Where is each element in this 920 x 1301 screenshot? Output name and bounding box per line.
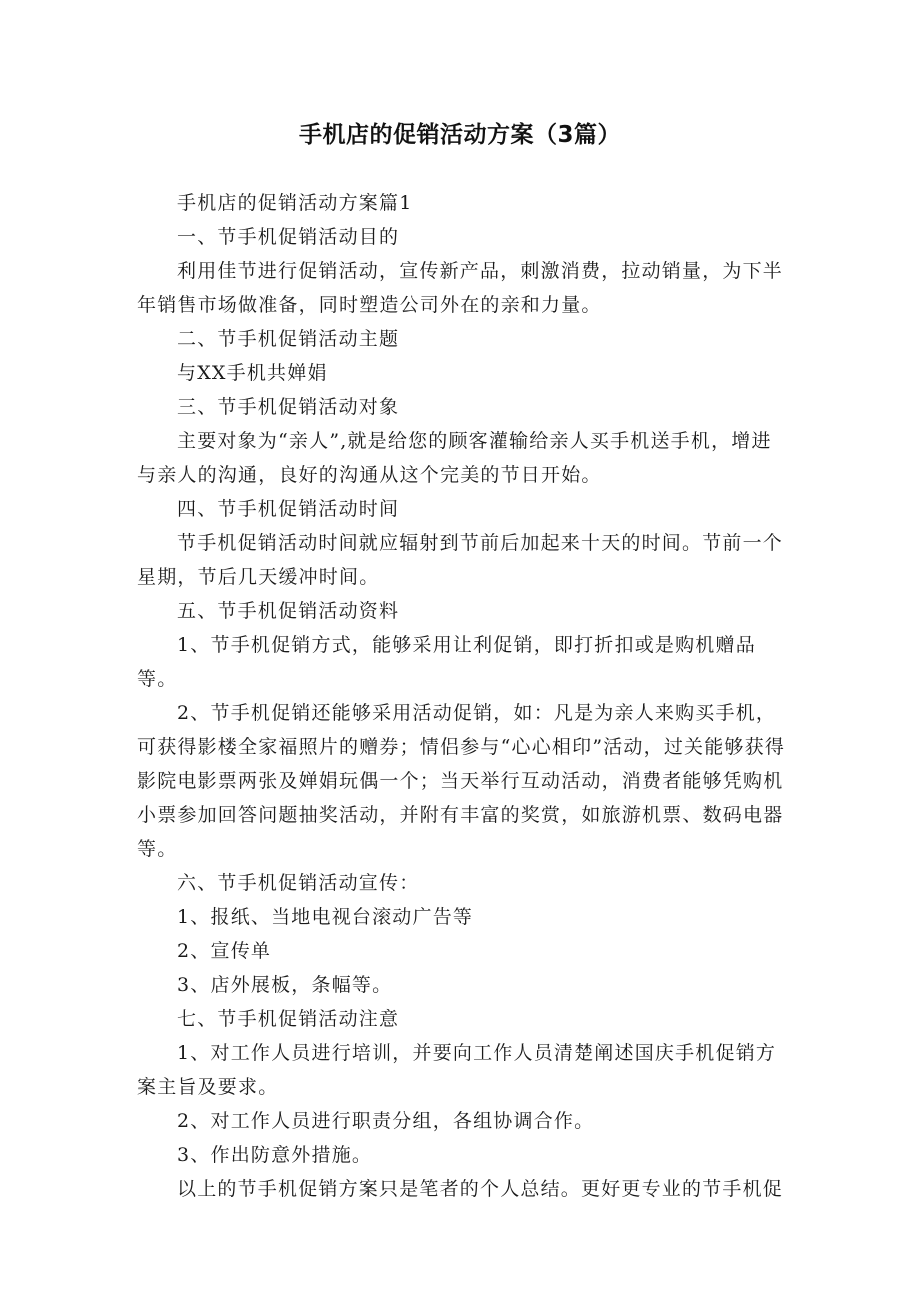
section-heading: 七、节手机促销活动注意 — [177, 1008, 400, 1030]
paragraph: 以上的节手机促销方案只是笔者的个人总结。更好更专业的节手机促 — [177, 1178, 784, 1200]
paragraph: 节手机促销活动时间就应辐射到节前后加起来十天的时间。节前一个星期，节后几天缓冲时间。 — [137, 532, 784, 588]
list-item: 2、节手机促销还能够采用活动促销，如：凡是为亲人来购买手机，可获得影楼全家福照片的赠券；情侣参与“心心相印”活动，过关能够获得影院电影票两张及婵娟玩偶一个；当天举行互动活动，消费者能够凭购机小票参加回答问题抽奖活动，并附有丰富的奖赏，如旅游机票、数码电器等。 — [137, 702, 786, 860]
list-item: 1、报纸、当地电视台滚动广告等 — [177, 906, 474, 928]
list-item: 2、宣传单 — [177, 940, 272, 962]
paragraph: 利用佳节进行促销活动，宣传新产品，刺激消费，拉动销量，为下半年销售市场做准备，同时塑造公司外在的亲和力量。 — [137, 260, 784, 316]
section-heading: 二、节手机促销活动主题 — [177, 328, 400, 350]
section-heading: 六、节手机促销活动宣传： — [177, 872, 420, 894]
document-title: 手机店的促销活动方案（3篇） — [298, 122, 621, 148]
list-item: 1、节手机促销方式，能够采用让利促销，即打折扣或是购机赠品等。 — [137, 634, 756, 690]
section-heading: 一、节手机促销活动目的 — [177, 226, 400, 248]
list-item: 2、对工作人员进行职责分组，各组协调合作。 — [177, 1110, 595, 1132]
list-item: 3、店外展板，条幅等。 — [177, 974, 393, 996]
section-heading: 手机店的促销活动方案篇1 — [177, 192, 413, 214]
section-heading: 三、节手机促销活动对象 — [177, 396, 400, 418]
list-item: 3、作出防意外措施。 — [177, 1144, 373, 1166]
document-body — [137, 186, 789, 1206]
section-heading: 五、节手机促销活动资料 — [177, 600, 400, 622]
list-item: 1、对工作人员进行培训，并要向工作人员清楚阐述国庆手机促销方案主旨及要求。 — [137, 1042, 777, 1098]
paragraph: 主要对象为“亲人”,就是给您的顾客灌输给亲人买手机送手机，增进与亲人的沟通，良好的沟通从这个完美的节日开始。 — [137, 430, 772, 486]
section-heading: 四、节手机促销活动时间 — [177, 498, 400, 520]
paragraph: 与XX手机共婵娟 — [177, 362, 328, 384]
